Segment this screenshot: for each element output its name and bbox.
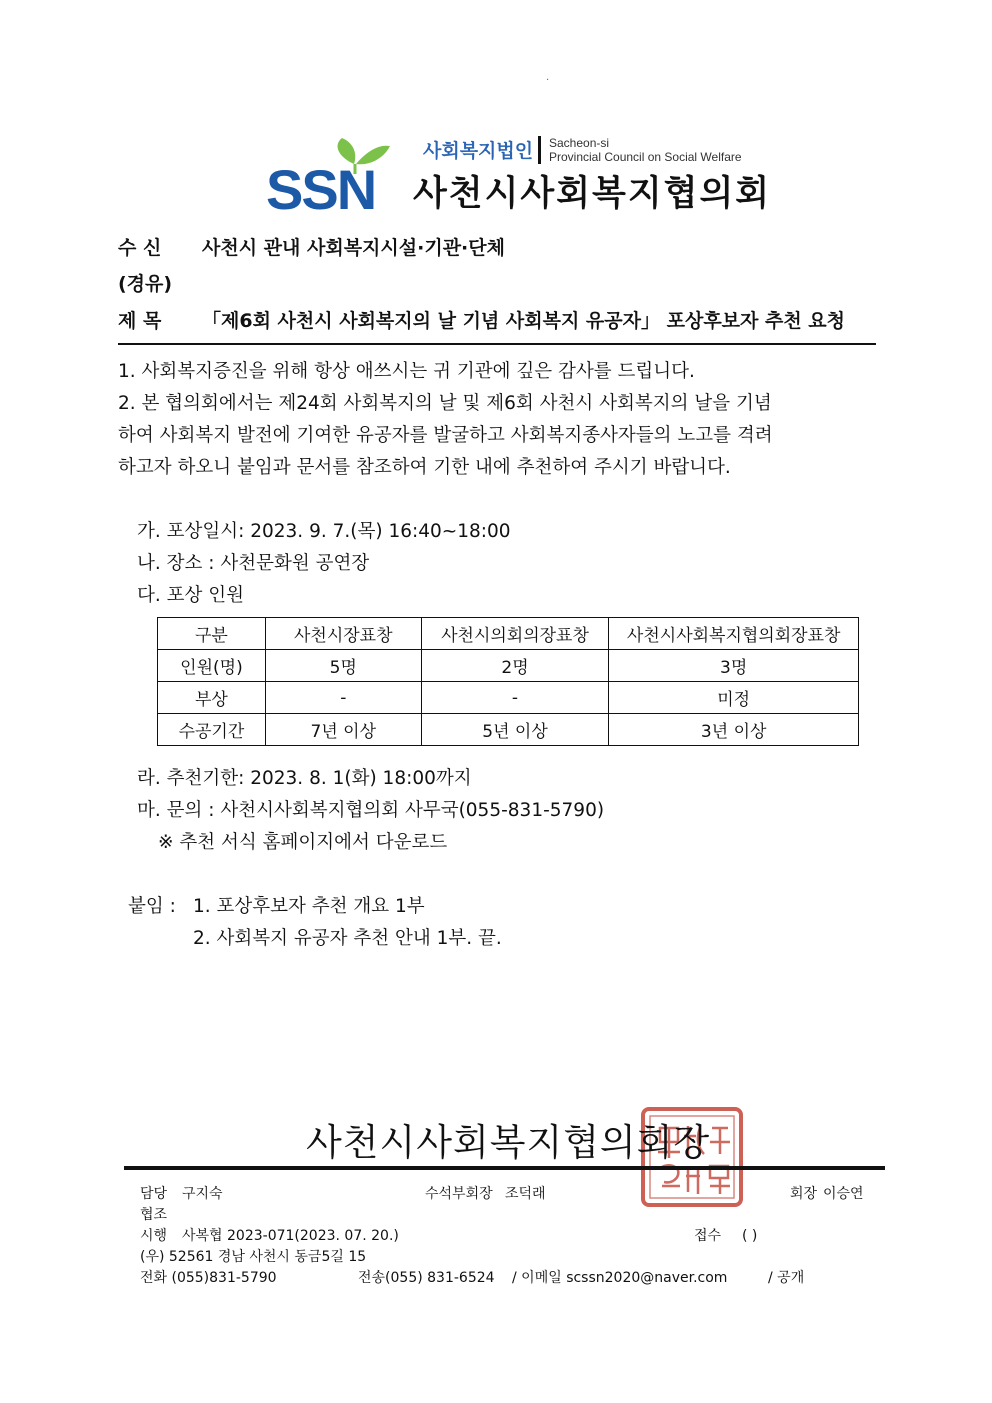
paragraph-2-line-1: 2. 본 협의회에서는 제24회 사회복지의 날 및 제6회 사천시 사회복지의 날을 기념	[118, 393, 772, 414]
attachment-2: 2. 사회복지 유공자 추천 안내 1부. 끝.	[193, 928, 502, 949]
paragraph-2-line-3: 하고자 하오니 붙임과 문서를 참조하여 기한 내에 추천하여 주시기 바랍니다.	[118, 457, 731, 478]
subject-label: 제 목	[118, 310, 162, 332]
table-header-cell: 사천시장표창	[265, 618, 421, 650]
header-rule	[118, 343, 876, 345]
item-award-count: 다. 포상 인원	[137, 585, 244, 606]
via-row	[118, 271, 172, 297]
disclosure-status: / 공개	[768, 1270, 805, 1286]
organization-name: 사천시사회복지협의회	[413, 174, 772, 214]
award-table	[157, 617, 859, 746]
table-cell: 7년 이상	[265, 714, 421, 746]
vice-chair-name: 조덕래	[505, 1186, 546, 1202]
subject-row	[118, 308, 845, 334]
english-name-line1: Sacheon-si	[549, 136, 610, 150]
ssn-logo-text: SSN	[266, 158, 376, 221]
paragraph-1: 1. 사회복지증진을 위해 항상 애쓰시는 귀 기관에 깊은 감사를 드립니다.	[118, 361, 695, 382]
vice-chair-label: 수석부회장	[425, 1186, 493, 1202]
table-header-cell: 사천시의회의장표창	[421, 618, 609, 650]
signature-title: 사천시사회복지협의회장	[306, 1121, 711, 1164]
table-cell: -	[421, 682, 609, 714]
paragraph-2-line-2: 하여 사회복지 발전에 기여한 유공자를 발굴하고 사회복지종사자들의 노고를 격려	[118, 425, 773, 446]
issue-number: 사복협 2023-071(2023. 07. 20.)	[182, 1228, 399, 1244]
footer-rule	[124, 1166, 885, 1170]
logo-divider	[538, 136, 541, 164]
receipt-label: 접수	[694, 1228, 722, 1244]
table-cell: 5명	[265, 650, 421, 682]
email[interactable]: / 이메일 scssn2020@naver.com	[512, 1270, 728, 1286]
download-note: ※ 추천 서식 홈페이지에서 다운로드	[158, 832, 448, 853]
receipt-value: ( )	[742, 1228, 758, 1244]
staff-name: 구지숙	[182, 1186, 223, 1202]
table-cell: 3명	[609, 650, 859, 682]
table-cell: 3년 이상	[609, 714, 859, 746]
table-header-cell: 사천시사회복지협의회장표창	[609, 618, 859, 650]
legal-type-label: 사회복지법인	[423, 140, 534, 162]
table-cell: 5년 이상	[421, 714, 609, 746]
english-name-line2: Provincial Council on Social Welfare	[549, 150, 742, 164]
top-dot: .	[546, 72, 550, 83]
cooperation-label: 협조	[140, 1207, 168, 1223]
phone: 전화 (055)831-5790	[140, 1270, 277, 1286]
item-date: 가. 포상일시: 2023. 9. 7.(목) 16:40~18:00	[137, 521, 511, 542]
item-deadline: 라. 추천기한: 2023. 8. 1(화) 18:00까지	[137, 768, 472, 789]
table-cell: 수공기간	[158, 714, 266, 746]
item-place: 나. 장소 : 사천문화원 공연장	[137, 553, 370, 574]
table-row	[158, 714, 859, 746]
table-cell: 미정	[609, 682, 859, 714]
subject-value: 「제6회 사천시 사회복지의 날 기념 사회복지 유공자」 포상후보자 추천 요청	[202, 310, 846, 332]
item-inquiry: 마. 문의 : 사천시사회복지협의회 사무국(055-831-5790)	[137, 800, 605, 821]
table-row	[158, 682, 859, 714]
attachment-label: 붙임 :	[128, 896, 176, 917]
table-cell: 2명	[421, 650, 609, 682]
staff-label: 담당	[140, 1186, 168, 1202]
recipient-value: 사천시 관내 사회복지시설·기관·단체	[202, 237, 505, 259]
attachment-1: 1. 포상후보자 추천 개요 1부	[193, 896, 425, 917]
chair-label: 회장	[790, 1186, 818, 1202]
table-cell: -	[265, 682, 421, 714]
recipient-label: 수 신	[118, 237, 162, 259]
table-cell: 인원(명)	[158, 650, 266, 682]
address: (우) 52561 경남 사천시 동금5길 15	[140, 1249, 367, 1265]
table-header-cell: 구분	[158, 618, 266, 650]
issue-label: 시행	[140, 1228, 168, 1244]
via-label: (경유)	[118, 273, 173, 295]
chair-name: 이승연	[823, 1186, 864, 1202]
table-header-row	[158, 618, 859, 650]
fax: 전송(055) 831-6524	[358, 1270, 495, 1286]
table-cell: 부상	[158, 682, 266, 714]
table-row	[158, 650, 859, 682]
recipient-row	[118, 235, 505, 261]
